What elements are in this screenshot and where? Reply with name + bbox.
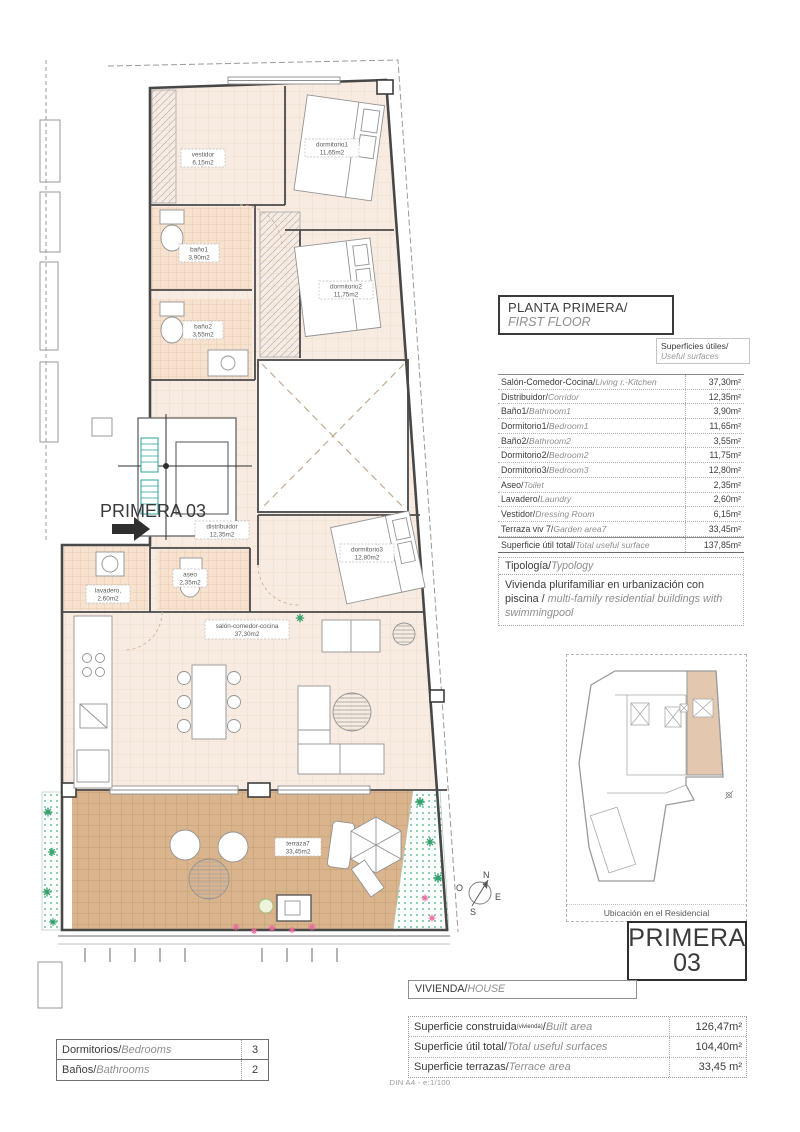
stairs-hatch <box>260 212 300 357</box>
row-label-en: Toilet <box>523 479 544 490</box>
compass-n: N <box>483 870 490 880</box>
svg-text:terraza7: terraza7 <box>286 840 310 848</box>
surfaces-table <box>498 374 744 553</box>
typology-header-en: Typology <box>551 560 594 572</box>
typology-text-en: multi-family residential buildings with swimmingpool <box>505 593 723 620</box>
svg-text:dormitorio1: dormitorio1 <box>316 141 348 149</box>
table-row <box>498 448 744 463</box>
plan-unit-label: PRIMERA 03 <box>100 501 207 521</box>
table-row <box>57 1060 268 1079</box>
vegetation-left <box>42 792 62 930</box>
svg-text:3,55m2: 3,55m2 <box>192 331 214 339</box>
kitchen <box>74 616 112 788</box>
row-label-es: Superficie terrazas <box>414 1061 506 1074</box>
vivienda-en: HOUSE <box>467 983 506 995</box>
room-label-lavadero <box>86 585 130 603</box>
table-row <box>498 419 744 434</box>
unit-number-line2: 03 <box>673 949 701 977</box>
sheet-title-es: PLANTA PRIMERA/ <box>508 300 628 315</box>
room-label-distribuidor <box>195 521 249 539</box>
row-label-es: Distribuidor/ <box>501 391 548 402</box>
row-label-es: Superficie útil total <box>414 1040 504 1053</box>
table-row <box>498 390 744 405</box>
row-label-en: Built area <box>545 1020 593 1033</box>
svg-text:37,30m2: 37,30m2 <box>234 631 260 638</box>
row-value: 104,40m² <box>695 1040 742 1053</box>
row-label-en: Laundry <box>540 494 572 505</box>
row-label-es: Superficie construida <box>414 1020 517 1033</box>
row-label-en: Bathrooms <box>96 1063 150 1076</box>
lower-edge <box>38 936 450 1008</box>
unit-number-box <box>627 921 747 981</box>
table-row-total <box>498 537 744 552</box>
row-label-es: Aseo/ <box>501 479 524 490</box>
svg-text:11,75m2: 11,75m2 <box>333 291 359 299</box>
table-row <box>498 478 744 493</box>
row-value: 6,15m² <box>713 509 741 520</box>
row-label-es: Superficie útil total/ <box>501 539 576 550</box>
room-label-salon <box>205 620 289 639</box>
table-row <box>498 404 744 419</box>
row-value: 2 <box>251 1063 259 1076</box>
typology-text-es: Vivienda plurifamiliar en urbanización con piscina / <box>505 579 705 606</box>
svg-text:baño2: baño2 <box>194 323 212 331</box>
svg-text:11,65m2: 11,65m2 <box>319 149 345 157</box>
surfaces-header-en: Useful surfaces <box>661 351 719 361</box>
compass-icon <box>456 870 501 917</box>
table-row <box>498 507 744 522</box>
room-label-dormitorio3 <box>340 544 394 562</box>
counts-table <box>56 1039 269 1081</box>
table-row <box>498 434 744 449</box>
slash: / <box>505 1061 509 1074</box>
surfaces-header <box>656 338 750 364</box>
typology-box <box>498 557 744 626</box>
row-value: 12,80m² <box>708 464 741 475</box>
row-label-sub: (vivienda) <box>516 1023 543 1030</box>
svg-text:salón-comedor-cocina: salón-comedor-cocina <box>215 623 279 630</box>
row-label-en: Living r.-Kitchen <box>595 376 657 387</box>
vivienda-bar <box>408 980 637 999</box>
compass-o: O <box>456 883 464 893</box>
svg-text:aseo: aseo <box>183 571 197 579</box>
row-value: 3,55m² <box>713 435 741 446</box>
svg-text:3,90m2: 3,90m2 <box>188 254 210 262</box>
table-row <box>409 1017 746 1037</box>
table-row <box>498 493 744 508</box>
row-label-en: Corridor <box>547 391 579 402</box>
svg-text:2,60m2: 2,60m2 <box>97 595 119 603</box>
svg-text:dormitorio2: dormitorio2 <box>330 283 362 291</box>
row-label-es: Dormitorios/ <box>62 1043 122 1056</box>
row-label-en: Bedroom3 <box>548 464 589 475</box>
room-label-aseo <box>173 569 207 587</box>
room-label-dormitorio2 <box>319 281 373 299</box>
minimap-caption: Ubicación en el Residencial <box>567 904 746 921</box>
table-row <box>57 1040 268 1060</box>
row-label-es: Baño1/ <box>501 406 529 417</box>
svg-text:33,45m2: 33,45m2 <box>285 848 311 856</box>
row-value: 2,60m² <box>713 494 741 505</box>
table-row <box>409 1058 746 1077</box>
row-label-en: Bathroom2 <box>528 435 571 446</box>
row-value: 37,30m² <box>708 376 741 387</box>
room-label-bano2 <box>183 321 223 339</box>
table-row <box>498 375 744 390</box>
row-value: 2,35m² <box>713 479 741 490</box>
row-value: 33,45m² <box>708 523 741 534</box>
location-minimap <box>566 654 747 922</box>
vivienda-es: VIVIENDA/ <box>415 983 468 995</box>
row-value: 126,47m² <box>695 1020 742 1033</box>
room-label-vestidor <box>181 149 225 167</box>
svg-text:baño1: baño1 <box>190 246 208 254</box>
room-label-terraza <box>275 838 321 856</box>
svg-text:distribuidor: distribuidor <box>206 523 238 531</box>
row-label-en: Bedroom1 <box>548 420 589 431</box>
row-label-en: Total useful surfaces <box>506 1040 608 1053</box>
table-row <box>498 522 744 537</box>
row-label-es: Dormitorio2/ <box>501 450 549 461</box>
svg-text:2,35m2: 2,35m2 <box>179 579 201 587</box>
row-label-en: Bedrooms <box>121 1043 172 1056</box>
slash: / <box>542 1020 546 1033</box>
row-label-en: Terrace area <box>508 1061 571 1074</box>
neighbour-structures <box>40 60 112 540</box>
scale-note: DIN A4 - e:1/100 <box>389 1078 451 1087</box>
row-label-es: Salón-Comedor-Cocina/ <box>501 376 596 387</box>
row-value: 12,35m² <box>708 391 741 402</box>
totals-table <box>408 1016 747 1078</box>
compass-e: E <box>495 892 502 902</box>
sheet-title <box>498 295 674 335</box>
row-label-es: Vestidor/ <box>501 509 536 520</box>
sheet-title-en: FIRST FLOOR <box>508 315 591 329</box>
unit-number-line1: PRIMERA <box>628 923 746 952</box>
table-row <box>498 463 744 478</box>
room-label-bano1 <box>179 244 219 262</box>
svg-text:lavadero,: lavadero, <box>94 587 122 595</box>
compass-s: S <box>470 907 477 917</box>
slash: / <box>503 1040 507 1053</box>
row-label-en: Bedroom2 <box>548 450 589 461</box>
row-label-en: Dressing Room <box>535 509 595 520</box>
minimap-drawing <box>567 655 744 903</box>
row-label-es: Dormitorio3/ <box>501 464 549 475</box>
dining-table <box>178 665 241 739</box>
row-label-es: Terraza viv 7/ <box>501 523 554 534</box>
row-label-es: Baños/ <box>62 1063 97 1076</box>
row-value: 11,75m² <box>709 450 741 461</box>
svg-text:6,15m2: 6,15m2 <box>192 159 214 167</box>
svg-text:vestidor: vestidor <box>191 151 215 159</box>
row-value: 3 <box>251 1043 259 1056</box>
row-label-es: Dormitorio1/ <box>501 420 549 431</box>
svg-text:12,80m2: 12,80m2 <box>354 554 380 562</box>
svg-text:12,35m2: 12,35m2 <box>209 531 235 539</box>
row-label-en: Bathroom1 <box>528 406 571 417</box>
typology-header-es: Tipología/ <box>505 560 552 572</box>
row-label-en: Garden area7 <box>553 523 607 534</box>
row-label-en: Total useful surface <box>575 539 650 550</box>
wardrobe-hatch <box>152 90 176 203</box>
row-label-es: Lavadero/ <box>501 494 541 505</box>
surfaces-header-es: Superficies útiles/ <box>661 341 729 351</box>
row-value: 33,45 m² <box>698 1061 742 1074</box>
svg-text:dormitorio3: dormitorio3 <box>351 546 383 554</box>
row-label-es: Baño2/ <box>501 435 529 446</box>
row-value: 137,85m² <box>703 539 741 550</box>
row-value: 11,65m² <box>709 420 741 431</box>
table-row <box>409 1037 746 1057</box>
room-label-dormitorio1 <box>305 139 359 157</box>
row-value: 3,90m² <box>713 406 741 417</box>
